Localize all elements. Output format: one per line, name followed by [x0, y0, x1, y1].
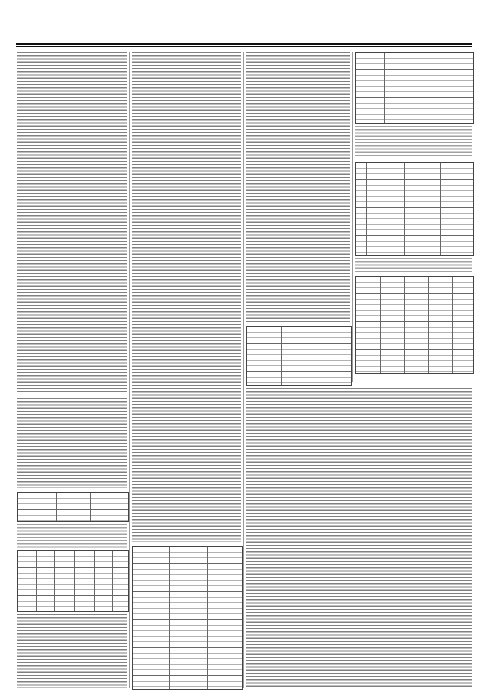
column-divider: [129, 52, 130, 688]
article-text-block: [246, 388, 472, 688]
data-table: [355, 162, 474, 256]
masthead: [0, 0, 484, 46]
column-divider: [352, 52, 353, 382]
article-text-block: [17, 52, 127, 392]
data-table: [355, 276, 474, 374]
column-divider: [243, 52, 244, 688]
data-table: [132, 546, 243, 690]
article-text-block: [17, 614, 127, 688]
article-text-block: [355, 258, 472, 274]
article-text-block: [17, 398, 127, 488]
data-table: [17, 550, 129, 612]
data-table: [17, 492, 129, 522]
header-rule-thin: [16, 46, 472, 47]
data-table: [246, 326, 352, 386]
article-text-block: [17, 524, 127, 548]
article-text-block: [355, 126, 472, 158]
article-text-block: [246, 52, 350, 324]
company-info-table: [355, 52, 474, 124]
header-rule: [16, 43, 472, 45]
article-text-block: [132, 52, 241, 542]
